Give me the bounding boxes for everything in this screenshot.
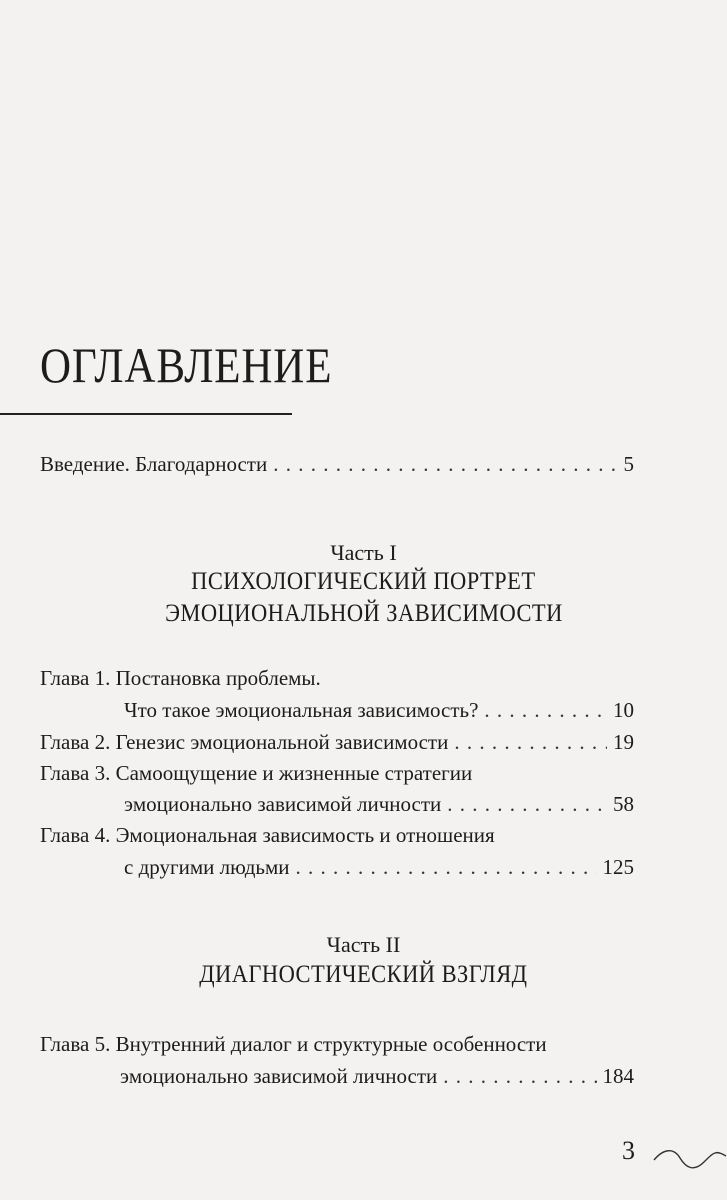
show-through-text <box>230 92 235 113</box>
leader-dots <box>447 792 607 817</box>
leader-dots <box>296 855 597 880</box>
flourish-ornament <box>650 1140 727 1180</box>
leader-dots <box>454 730 607 755</box>
part-title-line <box>0 961 727 989</box>
toc-entry-chapter-5 <box>120 1064 634 1089</box>
part-title-text: ПСИХОЛОГИЧЕСКИЙ ПОРТРЕТ <box>191 568 536 595</box>
leader-dots <box>443 1064 596 1089</box>
toc-page-number: 5 <box>623 452 634 476</box>
toc-entry-intro <box>40 452 634 477</box>
part-label: Часть II <box>326 932 401 957</box>
toc-entry-chapter-4-title: Глава 4. Эмоциональная зависимость и отношения <box>40 823 495 847</box>
toc-page-number: 10 <box>613 698 634 722</box>
toc-entry-text: Что такое эмоциональная зависимость? <box>124 698 479 722</box>
toc-entry-text: Глава 2. Генезис эмоциональной зависимости <box>40 730 449 754</box>
part-title-text: ЭМОЦИОНАЛЬНОЙ ЗАВИСИМОСТИ <box>164 600 563 627</box>
title-rule <box>0 413 292 415</box>
toc-page-number: 184 <box>602 1064 634 1088</box>
part-title-text: ДИАГНОСТИЧЕСКИЙ ВЗГЛЯД <box>199 961 528 988</box>
page-number: 3 <box>622 1136 635 1165</box>
toc-entry-chapter-5-title: Глава 5. Внутренний диалог и структурные особенности <box>40 1032 547 1056</box>
toc-entry-chapter-1 <box>124 698 634 723</box>
toc-entry-chapter-2 <box>40 730 634 755</box>
part-label: Часть I <box>330 540 397 565</box>
toc-entry-chapter-4 <box>124 855 634 880</box>
page-title: ОГЛАВЛЕНИЕ <box>40 337 333 393</box>
leader-dots <box>484 698 607 723</box>
toc-entry-text: эмоционально зависимой личности <box>124 792 442 816</box>
part-title-line <box>0 600 727 628</box>
toc-entry-text: Введение. Благодарности <box>40 452 268 476</box>
toc-page-number: 58 <box>613 792 634 816</box>
toc-entry-chapter-1-title: Глава 1. Постановка проблемы. <box>40 666 321 690</box>
toc-entry-chapter-3-title: Глава 3. Самоощущение и жизненные стратегии <box>40 761 473 785</box>
toc-page-number: 19 <box>613 730 634 754</box>
leader-dots <box>273 452 617 477</box>
toc-entry-chapter-3 <box>124 792 634 817</box>
toc-entry-text: с другими людьми <box>124 855 290 879</box>
part-title-line <box>0 568 727 596</box>
toc-entry-text: эмоционально зависимой личности <box>120 1064 438 1088</box>
toc-page-number: 125 <box>602 855 634 879</box>
